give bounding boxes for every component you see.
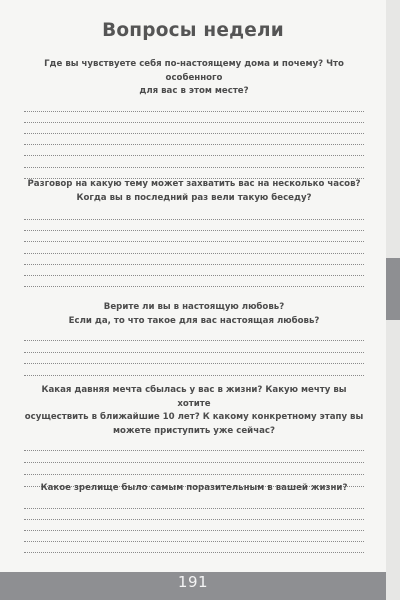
question-block-2 (24, 178, 364, 288)
question-text-5: Какое зрелище было самым поразительным в вашей жизни? (40, 483, 348, 493)
question-block-1 (24, 58, 364, 180)
answer-line[interactable] (24, 530, 364, 531)
question-block-3 (24, 301, 364, 377)
question-text-4: Какая давняя мечта сбылась у вас в жизни? Какую мечту вы хотите осуществить в ближайшие 10 лет? К какому конкретному этапу вы можете приступить уже сейчас? (24, 385, 364, 436)
answer-lines-2[interactable] (24, 205, 364, 288)
answer-line[interactable] (24, 541, 364, 542)
answer-line[interactable] (24, 462, 364, 463)
answer-line[interactable] (24, 167, 364, 168)
answer-line[interactable] (24, 264, 364, 265)
question-text-2: Разговор на какую тему может захватить вас на несколько часов? Когда вы в последний раз вели такую беседу? (27, 179, 361, 203)
page-title: Вопросы недели (102, 20, 284, 41)
answer-line[interactable] (24, 363, 364, 364)
answer-line[interactable] (24, 508, 364, 509)
answer-line[interactable] (24, 474, 364, 475)
answer-line[interactable] (24, 241, 364, 242)
answer-line[interactable] (24, 144, 364, 145)
answer-lines-5[interactable] (24, 496, 364, 555)
answer-line[interactable] (24, 519, 364, 520)
answer-line[interactable] (24, 375, 364, 376)
answer-line[interactable] (24, 253, 364, 254)
question-block-4 (24, 384, 364, 488)
answer-lines-4[interactable] (24, 438, 364, 488)
answer-lines-1[interactable] (24, 99, 364, 180)
question-block-5 (24, 482, 364, 554)
answer-lines-3[interactable] (24, 328, 364, 377)
answer-line[interactable] (24, 286, 364, 287)
answer-line[interactable] (24, 219, 364, 220)
question-text-1: Где вы чувствуете себя по-настоящему дома и почему? Что особенного для вас в этом месте? (44, 59, 344, 96)
answer-line[interactable] (24, 111, 364, 112)
answer-line[interactable] (24, 352, 364, 353)
answer-line[interactable] (24, 340, 364, 341)
answer-line[interactable] (24, 450, 364, 451)
edge-tab-marker (386, 258, 400, 320)
question-text-3: Верите ли вы в настоящую любовь? Если да, то что такое для вас настоящая любовь? (68, 302, 320, 326)
answer-line[interactable] (24, 552, 364, 553)
answer-line[interactable] (24, 155, 364, 156)
answer-line[interactable] (24, 230, 364, 231)
page-number: 191 (177, 573, 209, 591)
answer-line[interactable] (24, 275, 364, 276)
answer-line[interactable] (24, 133, 364, 134)
page-edge-strip (386, 0, 400, 600)
answer-line[interactable] (24, 122, 364, 123)
